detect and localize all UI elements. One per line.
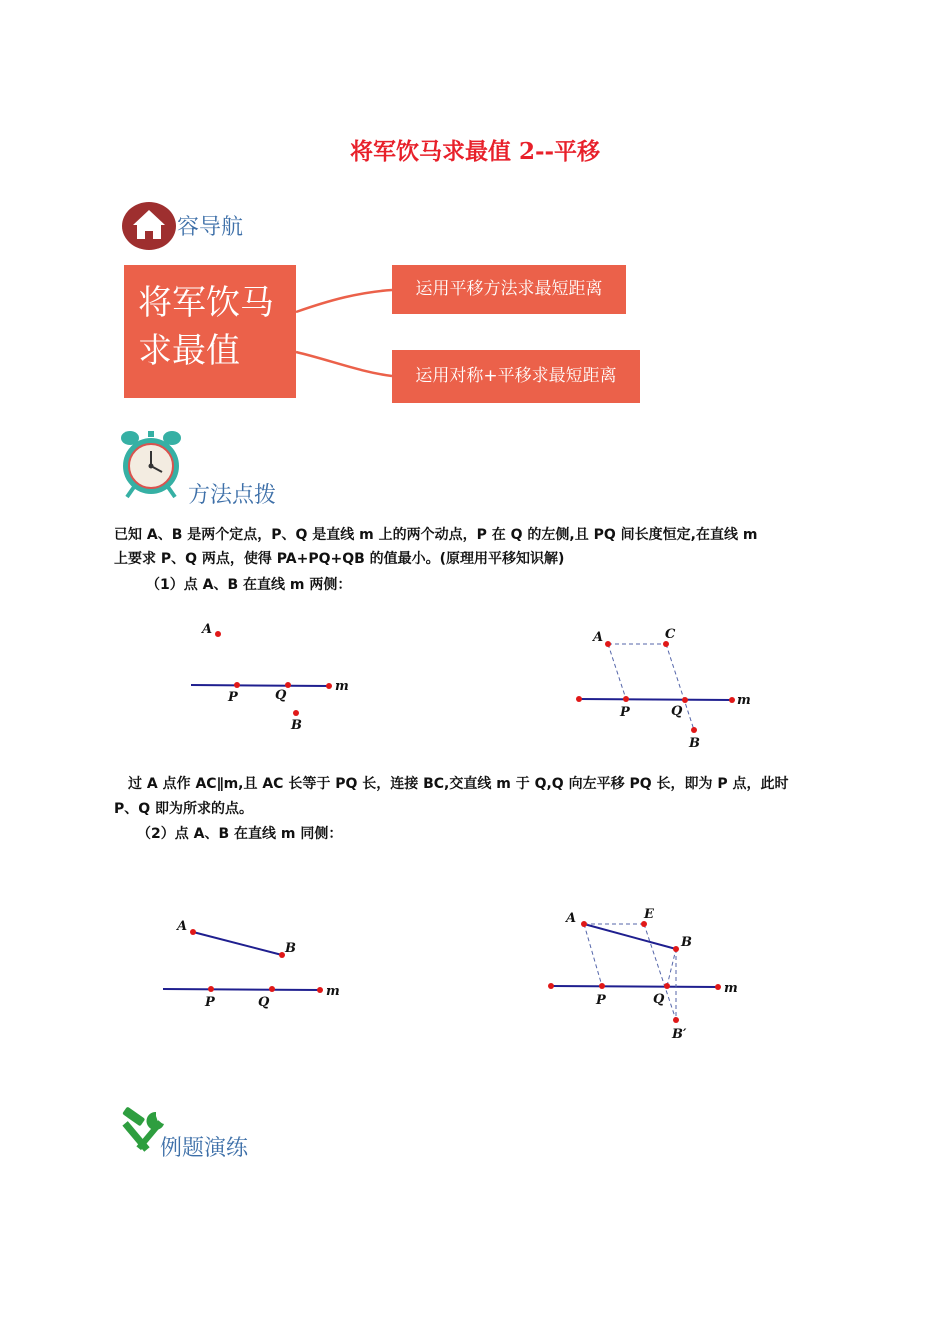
fig4-label-P: P [596, 993, 606, 1008]
fig2-point-P [623, 696, 629, 702]
fig4-point-B [673, 946, 679, 952]
mindmap-branch-2: 运用对称+平移求最短距离 [392, 350, 640, 403]
fig4-label-Bp: B′ [672, 1027, 687, 1042]
page-title: 将军饮马求最值 2--平移 [349, 138, 601, 165]
mindmap-main-line1: 将军饮马 [138, 283, 274, 323]
fig2-label-B: B [689, 736, 700, 751]
fig4-point-Bp [673, 1017, 679, 1023]
fig1-line-m [191, 685, 329, 686]
fig2-point-Q [682, 697, 688, 703]
figure-2 [570, 620, 760, 755]
fig4-label-m: m [724, 981, 738, 996]
figure-4 [540, 900, 750, 1050]
fig2-line-m [579, 699, 732, 700]
fig3-segment-AB [193, 932, 282, 955]
fig2-point-B [691, 727, 697, 733]
case1-heading: （1）点 A、B 在直线 m 两侧： [146, 577, 352, 593]
fig4-segment-AB [584, 924, 676, 949]
nav-section-title: 容导航 [177, 215, 244, 240]
fig3-label-Q: Q [258, 995, 270, 1010]
fig3-line-m [163, 989, 320, 990]
fig3-point-Q [269, 986, 275, 992]
fig2-label-Q: Q [671, 704, 683, 719]
fig4-label-E: E [644, 907, 654, 922]
mindmap-main-box [124, 265, 296, 398]
fig3-point-P [208, 986, 214, 992]
fig1-point-A [215, 631, 221, 637]
method-intro-line2: 上要求 P、Q 两点，使得 PA+PQ+QB 的值最小。(原理用平移知识解) [114, 551, 565, 567]
fig1-label-m: m [335, 679, 349, 694]
alarm-clock-icon [118, 427, 184, 499]
method-intro-line1: 已知 A、B 是两个定点，P、Q 是直线 m 上的两个动点，P 在 Q 的左侧,且 PQ 间长度恒定,在直线 m [114, 527, 758, 543]
case1-explain-line2: P、Q 即为所求的点。 [114, 801, 254, 817]
fig1-point-m [326, 683, 332, 689]
fig2-label-P: P [620, 705, 630, 720]
method-section-title: 方法点拨 [188, 483, 277, 508]
fig4-point-A [581, 921, 587, 927]
figure-1 [180, 615, 360, 740]
fig1-label-P: P [228, 690, 238, 705]
fig3-label-B: B [285, 941, 296, 956]
fig1-label-B: B [291, 718, 302, 733]
fig2-point-left [576, 696, 582, 702]
fig4-point-Q [664, 983, 670, 989]
fig3-point-m [317, 987, 323, 993]
fig4-point-left [548, 983, 554, 989]
fig2-label-C: C [665, 627, 676, 642]
fig4-point-P [599, 983, 605, 989]
fig4-label-Q: Q [653, 992, 665, 1007]
fig3-label-A: A [177, 919, 188, 934]
fig4-dash-AP [584, 924, 602, 986]
fig1-point-P [234, 682, 240, 688]
case2-heading: （2）点 A、B 在直线 m 同侧： [137, 826, 343, 842]
fig3-point-A [190, 929, 196, 935]
fig2-label-m: m [737, 693, 751, 708]
fig2-label-A: A [593, 630, 604, 645]
fig2-point-m [729, 697, 735, 703]
fig4-line-m [551, 986, 718, 987]
fig1-label-Q: Q [275, 688, 287, 703]
case1-explain-line1: 过 A 点作 AC∥m,且 AC 长等于 PQ 长，连接 BC,交直线 m 于 Q,Q 向左平移 PQ 长，即为 P 点，此时 [128, 776, 789, 792]
mindmap-branch-1: 运用平移方法求最短距离 [392, 265, 626, 314]
figure-3 [160, 910, 350, 1020]
fig2-point-A [605, 641, 611, 647]
fig4-point-m [715, 984, 721, 990]
fig4-label-A: A [566, 911, 577, 926]
fig1-label-A: A [202, 622, 213, 637]
fig4-dash-QB [667, 949, 676, 986]
mindmap-connectors [290, 280, 400, 380]
fig4-label-B: B [681, 935, 692, 950]
fig3-label-m: m [326, 984, 340, 999]
fig2-dash-AP [608, 644, 626, 699]
fig3-label-P: P [205, 995, 215, 1010]
examples-section-title: 例题演练 [160, 1136, 249, 1161]
mindmap-main-line2: 求最值 [138, 331, 240, 371]
fig1-point-B [293, 710, 299, 716]
home-icon [121, 201, 177, 251]
